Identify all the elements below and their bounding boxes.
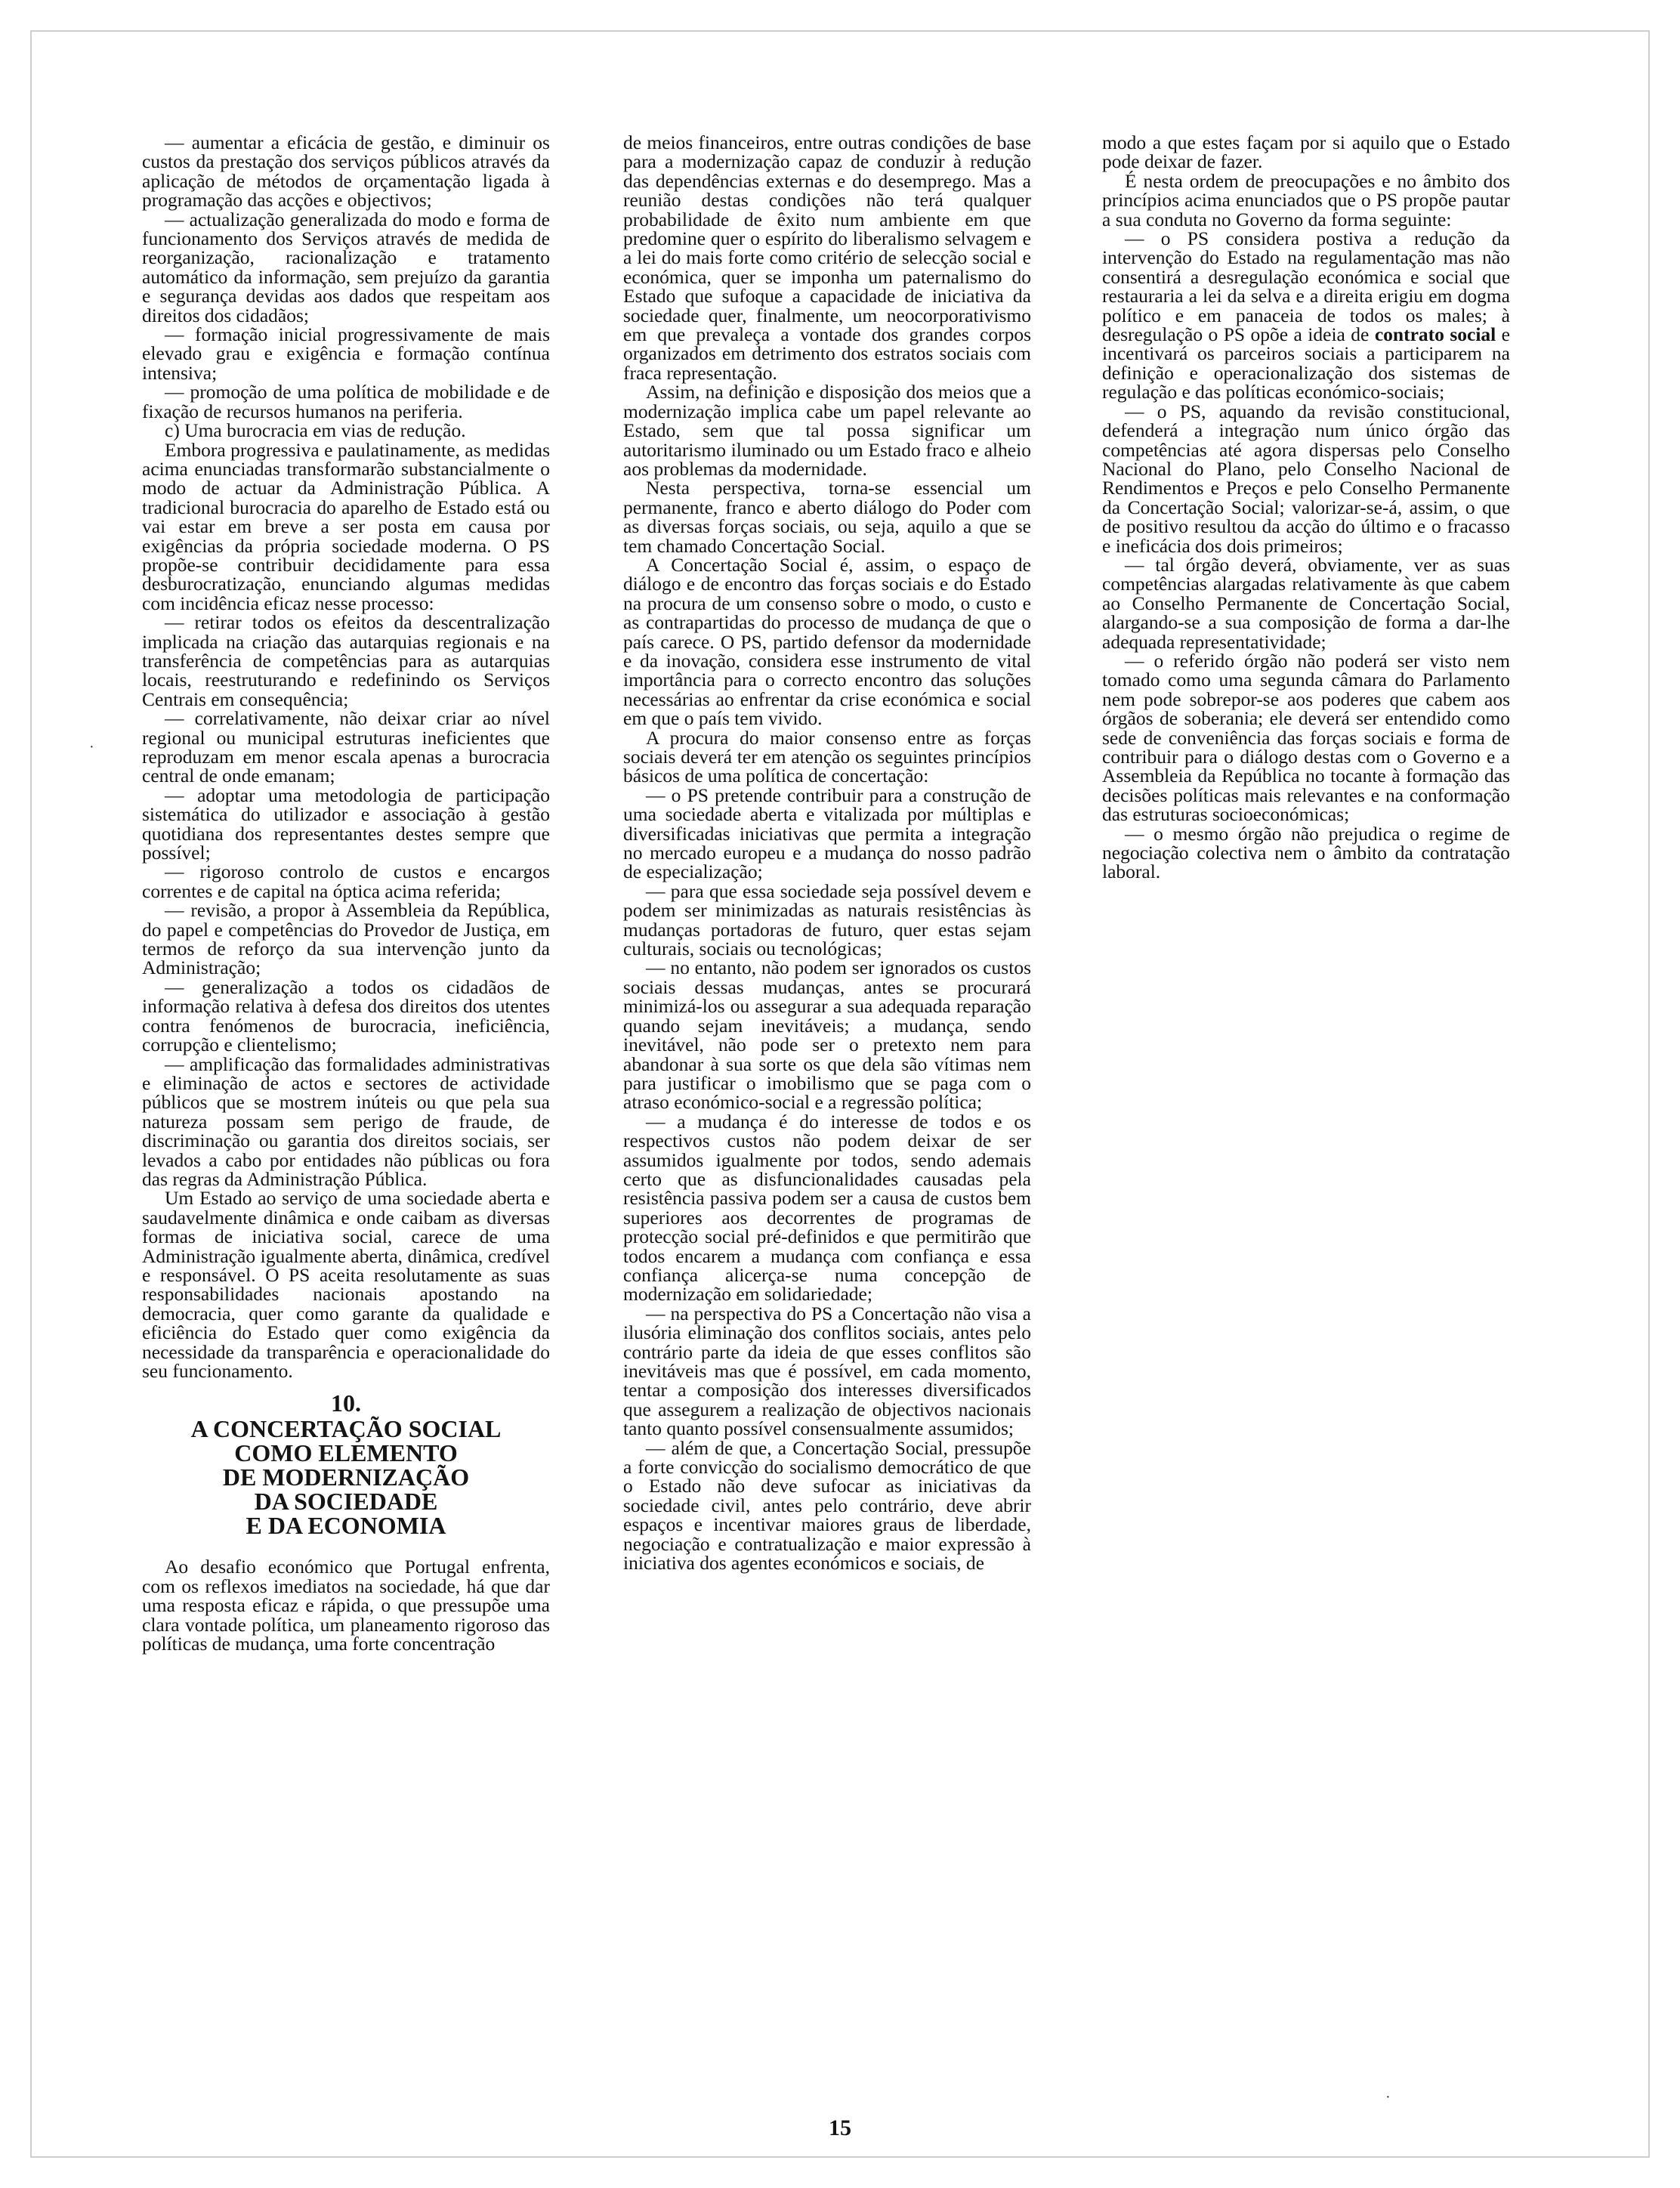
paragraph: — formação inicial progressivamente de mais elevado grau e exigência e formação contínua intensiva;	[142, 323, 550, 384]
paragraph: — o referido órgão não poderá ser visto nem tomado como uma segunda câmara do Parlamento nem pode sobrepor-se aos poderes que cabem aos órgãos de soberania; ele deverá ser entendido como sede de conveniência das forças sociais e forma de contribuir para o diálogo destas com o Governo e a Assembleia da República no tocante à formação das decisões políticas mais relevantes e na conformação das estruturas socioeconómicas;	[1102, 649, 1510, 826]
column-middle	[623, 131, 1031, 1575]
speck-mark: ·	[1385, 2089, 1391, 2106]
page-number: 15	[829, 2115, 851, 2140]
paragraph: — além de que, a Concertação Social, pressupõe a forte convicção do socialismo democrático de que o Estado não deve sufocar as iniciativas da sociedade civil, antes pelo contrário, deve abrir espaços e incentivar maiores graus de liberdade, negociação e contratualização e maior expressão à iniciativa dos agentes económicos e sociais, de	[623, 1436, 1031, 1575]
column-left	[142, 133, 550, 1653]
heading-line: DE MODERNIZAÇÃO	[222, 1463, 470, 1491]
text-run: e incentivará os parceiros sociais a participarem na definição e operacionalização dos sistemas de regulação e das políticas económico-sociais;	[1102, 323, 1510, 403]
paragraph: — correlativamente, não deixar criar ao nível regional ou municipal estruturas ineficientes que reproduzam em menor escala apenas a burocracia central de onde emanam;	[142, 707, 550, 787]
heading-line: E DA ECONOMIA	[246, 1512, 446, 1540]
paragraph: — retirar todos os efeitos da descentralização implicada na criação das autarquias regionais e na transferência de competências para as autarquias locais, reestruturando e redefinindo os Serviços Centrais em consequência;	[142, 611, 550, 710]
paragraph: A Concertação Social é, assim, o espaço de diálogo e de encontro das forças sociais e do Estado na procura de um consenso sobre o modo, o custo e as contrapartidas do processo de mudança de que o país carece. O PS, partido defensor da modernidade e da inovação, considera esse instrumento de vital importância para o correcto encontro das soluções necessárias ao enfrentar da crise económica e social em que o país tem vivido.	[623, 553, 1031, 730]
paragraph: modo a que estes façam por si aquilo que o Estado pode deixar de fazer.	[1102, 131, 1510, 173]
paragraph: — adoptar uma metodologia de participação sistemática do utilizador e associação à gestão quotidiana dos representantes destes sempre que possível;	[142, 783, 550, 864]
paragraph: — revisão, a propor à Assembleia da República, do papel e competências do Provedor de Justiça, em termos de reforço da sua intervenção junto da Administração;	[142, 899, 550, 979]
paragraph: — o PS pretende contribuir para a construção de uma sociedade aberta e vitalizada por múltiplas e diversificadas iniciativas que permita a integração no mercado europeu e a mudança do nosso padrão de especialização;	[623, 783, 1031, 883]
paragraph: — no entanto, não podem ser ignorados os custos sociais dessas mudanças, antes se procurará minimizá-los ou assegurar a sua adequada reparação quando sejam inevitáveis; a mudança, sendo inevitável, não pode ser o pretexto nem para abandonar à sua sorte os que dela são vítimas nem para justificar o imobilismo que se paga com o atraso económico-social e a regressão política;	[623, 956, 1031, 1114]
paragraph: — actualização generalizada do modo e forma de funcionamento dos Serviços através de medida de reorganização, racionalização e tratamento automático da informação, sem prejuízo da garantia e segurança devidas aos dados que respeitam aos direitos dos cidadãos;	[142, 208, 550, 326]
text-run: — o PS considera postiva a redução da intervenção do Estado na regulamentação mas não consentirá a desregulação económica e social que restauraria a lei da selva e a direita erigiu em dogma político e em panaceia de todos os males; à desregulação o PS opõe a ideia de	[1102, 227, 1510, 346]
paragraph: — para que essa sociedade seja possível devem e podem ser minimizadas as naturais resistências às mudanças portadoras de futuro, quer estas sejam culturais, sociais ou tecnológicas;	[623, 879, 1031, 960]
paragraph: — a mudança é do interesse de todos e os respectivos custos não podem deixar de ser assumidos igualmente por todos, sendo ademais certo que as disfuncionalidades causadas pela resistência passiva podem ser a causa de custos bem superiores aos decorrentes de programas de protecção social pré-definidos e que permitirão que todos encarem a mudança com confiança e essa confiança alicerça-se numa concepção de modernização em solidariedade;	[623, 1110, 1031, 1306]
paragraph: — generalização a todos os cidadãos de informação relativa à defesa dos direitos dos utentes contra fenómenos de burocracia, ineficiência, corrupção e clientelismo;	[142, 975, 550, 1056]
section-number: 10.	[331, 1389, 361, 1417]
paragraph: — rigoroso controlo de custos e encargos correntes e de capital na óptica acima referida;	[142, 861, 550, 902]
paragraph: — aumentar a eficácia de gestão, e diminuir os custos da prestação dos serviços públicos através da aplicação de métodos de orçamentação ligada à programação das acções e objectivos;	[142, 131, 550, 212]
paragraph: Nesta perspectiva, torna-se essencial um permanente, franco e aberto diálogo do Poder com as diversas forças sociais, ou seja, aquilo a que se tem chamado Concertação Social.	[623, 477, 1031, 557]
paragraph: c) Uma burocracia em vias de redução.	[165, 419, 466, 442]
paragraph: É nesta ordem de preocupações e no âmbito dos princípios acima enunciados que o PS propõe pautar a sua conduta no Governo da forma seguinte:	[1102, 169, 1510, 230]
paragraph: A procura do maior consenso entre as forças sociais deverá ter em atenção os seguintes princípios básicos de uma política de concertação:	[623, 726, 1031, 787]
paragraph: Um Estado ao serviço de uma sociedade aberta e saudavelmente dinâmica e onde caibam as diversas formas de iniciativa social, carece de uma Administração igualmente aberta, dinâmica, credível e responsável. O PS aceita resolutamente as suas responsabilidades nacionais apostando na democracia, quer como garante da qualidade e eficiência do Estado quer como exigência da necessidade da transparência e operacionalidade do seu funcionamento.	[142, 1187, 550, 1382]
paragraph: — promoção de uma política de mobilidade e de fixação de recursos humanos na periferia.	[142, 381, 550, 422]
paragraph: — o PS, aquando da revisão constitucional, defenderá a integração num único órgão das competências até agora dispersas pelo Conselho Nacional do Plano, pelo Conselho Nacional de Rendimentos e Preços e pelo Conselho Permanente da Concertação Social; valorizar-se-á, assim, o que de positivo resultou da acção do último e o fracasso e ineficácia dos dois primeiros;	[1102, 400, 1510, 557]
paragraph: Ao desafio económico que Portugal enfrenta, com os reflexos imediatos na sociedade, há que dar uma resposta eficaz e rápida, o que pressupõe uma clara vontade política, um planeamento rigoroso das políticas de mudança, uma forte concentração	[142, 1556, 550, 1655]
paragraph: — amplificação das formalidades administrativas e eliminação de actos e sectores de actividade públicos que se mostrem inúteis ou que pela sua natureza possam sem perigo de fraude, de discriminação ou garantia dos direitos sociais, ser levados a cabo por entidades não públicas ou fora das regras da Administração Pública.	[142, 1052, 550, 1190]
heading-line: COMO ELEMENTO	[234, 1439, 458, 1467]
paragraph	[1102, 229, 1510, 402]
paragraph: — o mesmo órgão não prejudica o regime de negociação colectiva nem o âmbito da contratação laboral.	[1102, 822, 1510, 883]
paragraph: Embora progressiva e paulatinamente, as medidas acima enunciadas transformarão substancialmente o modo de actuar da Administração Pública. A tradicional burocracia do aparelho de Estado está ou vai estar em breve a ser posta em causa por exigências da própria sociedade moderna. O PS propõe-se contribuir decididamente para essa desburocratização, enunciando algumas medidas com incidência eficaz nesse processo:	[142, 438, 550, 614]
heading-line: DA SOCIEDADE	[254, 1488, 438, 1516]
paragraph: de meios financeiros, entre outras condições de base para a modernização capaz de conduzir à redução das dependências externas e do desemprego. Mas a reunião destas condições não terá qualquer probabilidade de êxito num ambiente em que predomine quer o espírito do liberalismo selvagem e a lei do mais forte como critério de selecção social e económica, quer se imponha um paternalismo do Estado que sufoque a capacidade de iniciativa da sociedade quer, finalmente, um neocorporativismo em que prevaleça a vontade dos grandes corpos organizados em detrimento dos estratos sociais com fraca representação.	[623, 131, 1031, 384]
speck-mark: ·	[89, 739, 94, 756]
paragraph: — tal órgão deverá, obviamente, ver as suas competências alargadas relativamente às que cabem ao Conselho Permanente de Concertação Social, alargando-se a sua composição de forma a dar-lhe adequada representatividade;	[1102, 553, 1510, 653]
paragraph: — na perspectiva do PS a Concertação não visa a ilusória eliminação dos conflitos sociais, antes pelo contrário parte da ideia de que esses conflitos são inevitáveis mas que é possível, em cada momento, tentar a composição dos interesses diversificados que assegurem a realização de objectivos nacionais tanto quanto possível consensualmente assumidos;	[623, 1302, 1031, 1440]
section-heading	[142, 1389, 550, 1540]
heading-line: A CONCERTAÇÃO SOCIAL	[190, 1415, 502, 1443]
column-right	[1102, 133, 1510, 882]
paragraph: Assim, na definição e disposição dos meios que a modernização implica cabe um papel relevante ao Estado, sem que tal possa significar um autoritarismo iluminado ou um Estado fraco e alheio aos problemas da modernidade.	[623, 381, 1031, 480]
bold-term: contrato social	[1374, 323, 1496, 346]
